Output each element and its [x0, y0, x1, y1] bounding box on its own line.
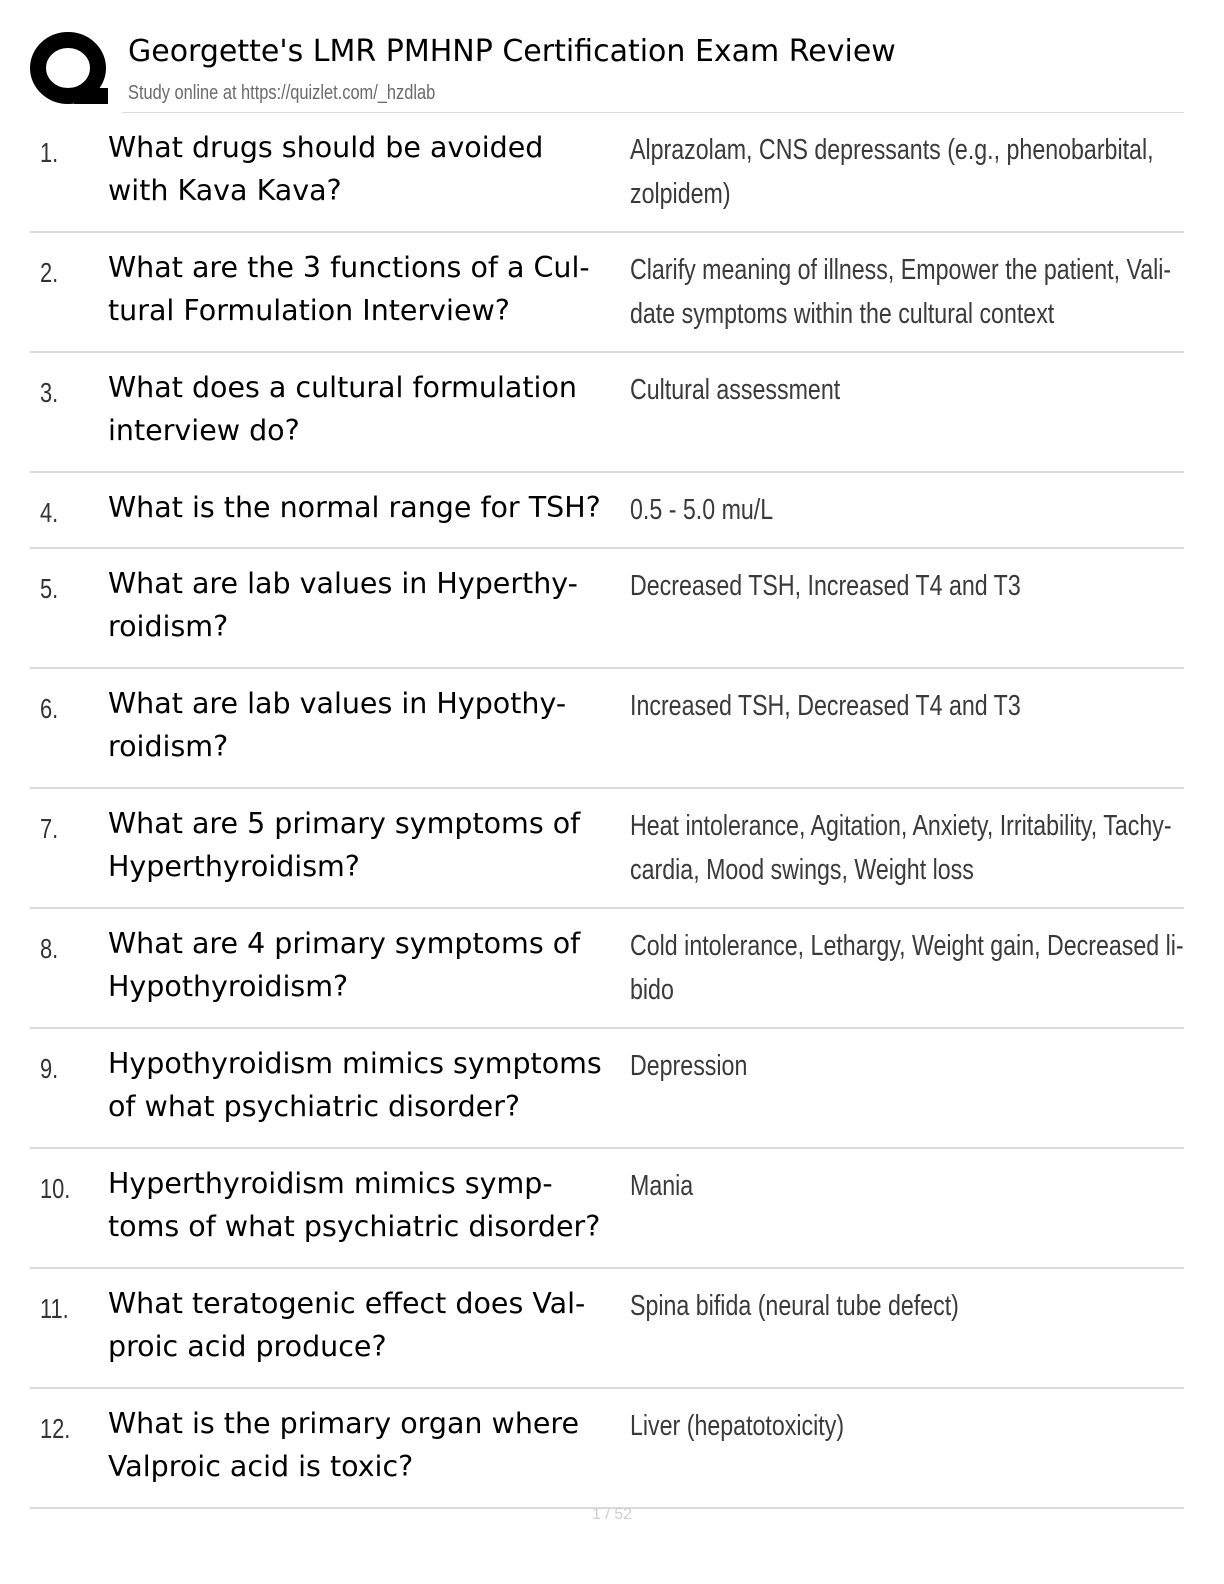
question-line: of what psychiatric disorder?: [108, 1090, 521, 1123]
quizlet-q-logo-icon: [30, 32, 110, 108]
answer-line: bido: [630, 974, 674, 1006]
card-answer: [630, 1404, 1158, 1448]
question-line: What is the normal range for TSH?: [108, 491, 601, 524]
card-question: [108, 486, 628, 529]
question-line: What drugs should be avoided: [108, 131, 544, 164]
question-line: roidism?: [108, 730, 229, 763]
question-line: Hyperthyroidism?: [108, 850, 360, 883]
answer-line: Cultural assessment: [630, 374, 841, 406]
question-line: What teratogenic effect does Val-: [108, 1287, 586, 1320]
question-line: Hyperthyroidism mimics symp-: [108, 1167, 553, 1200]
answer-line: Mania: [630, 1170, 694, 1202]
card-number: 8.: [40, 933, 59, 964]
card-number: 4.: [40, 497, 59, 528]
question-line: tural Formulation Interview?: [108, 294, 510, 327]
page-header: [30, 28, 1190, 112]
question-line: What are the 3 functions of a Cul-: [108, 251, 590, 284]
document-title: Georgette's LMR PMHNP Certification Exam Review: [128, 34, 896, 69]
flashcard-row: [30, 909, 1184, 1029]
card-number: 9.: [40, 1053, 59, 1084]
question-line: toms of what psychiatric disorder?: [108, 1210, 601, 1243]
card-question: [108, 1282, 628, 1368]
flashcard-row: [30, 669, 1184, 789]
answer-line: Spina bifida (neural tube defect): [630, 1290, 959, 1322]
card-answer: [630, 924, 1184, 1012]
answer-line: Heat intolerance, Agitation, Anxiety, Irritability, Tachy-: [630, 810, 1172, 842]
question-line: What are lab values in Hypothy-: [108, 687, 567, 720]
page-number: 1 / 52: [591, 1506, 633, 1523]
question-line: Hypothyroidism?: [108, 970, 349, 1003]
question-line: roidism?: [108, 610, 229, 643]
answer-line: Depression: [630, 1050, 748, 1082]
card-number: 12.: [40, 1413, 71, 1444]
question-line: What are lab values in Hyperthy-: [108, 567, 578, 600]
flashcard-row: [30, 1149, 1184, 1269]
card-question: [108, 1162, 628, 1248]
card-number: 10.: [40, 1173, 71, 1204]
answer-line: Liver (hepatotoxicity): [630, 1410, 845, 1442]
answer-line: zolpidem): [630, 178, 731, 210]
answer-line: Decreased TSH, Increased T4 and T3: [630, 570, 1021, 602]
question-line: What are 5 primary symptoms of: [108, 807, 581, 840]
flashcard-row: [30, 233, 1184, 353]
flashcard-row: [30, 1269, 1184, 1389]
question-line: Hypothyroidism mimics symptoms: [108, 1047, 602, 1080]
card-question: [108, 802, 628, 888]
card-answer: [630, 1284, 1158, 1328]
card-question: [108, 126, 628, 212]
card-answer: [630, 488, 1158, 532]
card-number: 6.: [40, 693, 59, 724]
card-answer: [630, 1164, 1158, 1208]
flashcard-row: [30, 1029, 1184, 1149]
flashcard-row: [30, 353, 1184, 473]
card-answer: [630, 248, 1172, 336]
question-line: interview do?: [108, 414, 300, 447]
answer-line: Alprazolam, CNS depressants (e.g., phenobarbital,: [630, 134, 1154, 166]
card-answer: [630, 804, 1172, 892]
card-question: [108, 562, 628, 648]
card-answer: [630, 1044, 1158, 1088]
card-number: 3.: [40, 377, 59, 408]
card-question: [108, 1042, 628, 1128]
flashcard-row: [30, 473, 1184, 549]
flashcard-list: [30, 113, 1184, 1509]
flashcard-row: [30, 113, 1184, 233]
question-line: What are 4 primary symptoms of: [108, 927, 581, 960]
card-question: [108, 246, 628, 332]
card-question: [108, 1402, 628, 1488]
answer-line: Cold intolerance, Lethargy, Weight gain, Decreased li-: [630, 930, 1184, 962]
answer-line: 0.5 - 5.0 mu/L: [630, 494, 774, 526]
flashcard-row: [30, 1389, 1184, 1509]
question-line: proic acid produce?: [108, 1330, 387, 1363]
answer-line: Clarify meaning of illness, Empower the patient, Vali-: [630, 254, 1172, 286]
question-line: What does a cultural formulation: [108, 371, 577, 404]
card-number: 2.: [40, 257, 59, 288]
card-number: 11.: [40, 1293, 69, 1324]
flashcard-row: [30, 789, 1184, 909]
card-question: [108, 366, 628, 452]
answer-line: Increased TSH, Decreased T4 and T3: [630, 690, 1021, 722]
question-line: What is the primary organ where: [108, 1407, 580, 1440]
question-line: with Kava Kava?: [108, 174, 342, 207]
study-online-link[interactable]: Study online at https://quizlet.com/_hzdlab: [128, 82, 436, 104]
question-line: Valproic acid is toxic?: [108, 1450, 414, 1483]
card-number: 1.: [40, 137, 59, 168]
card-answer: [630, 684, 1158, 728]
card-answer: [630, 128, 1158, 216]
card-answer: [630, 564, 1158, 608]
card-number: 5.: [40, 573, 59, 604]
card-question: [108, 682, 628, 768]
card-number: 7.: [40, 813, 59, 844]
card-question: [108, 922, 628, 1008]
flashcard-row: [30, 549, 1184, 669]
answer-line: date symptoms within the cultural context: [630, 298, 1055, 330]
answer-line: cardia, Mood swings, Weight loss: [630, 854, 974, 886]
card-answer: [630, 368, 1158, 412]
